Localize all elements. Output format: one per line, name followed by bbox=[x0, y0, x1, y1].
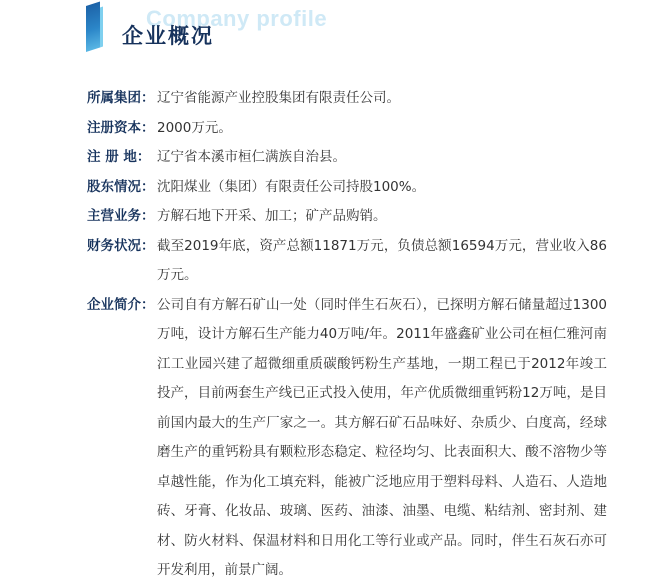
profile-label: 注 册 地： bbox=[87, 149, 151, 165]
profile-label: 注册资本： bbox=[87, 119, 155, 136]
section-title: 企业概况 bbox=[122, 24, 214, 48]
accent-bar-decoration bbox=[86, 1, 100, 52]
profile-row-business bbox=[87, 202, 607, 232]
profile-value: 方解石地下开采、加工；矿产品购销。 bbox=[157, 208, 387, 224]
profile-value: 辽宁省能源产业控股集团有限责任公司。 bbox=[157, 90, 400, 106]
profile-value: 辽宁省本溪市桓仁满族自治县。 bbox=[157, 149, 346, 165]
profile-label: 主营业务： bbox=[87, 208, 155, 224]
profile-label: 财务状况： bbox=[87, 237, 155, 254]
section-header bbox=[84, 4, 484, 54]
profile-row-shareholding bbox=[87, 173, 607, 203]
profile-row-address bbox=[87, 143, 607, 173]
profile-row-group bbox=[87, 84, 607, 114]
profile-value: 截至2019年底，资产总额11871万元，负债总额16594万元，营业收入86万元。 bbox=[157, 237, 607, 283]
profile-label: 企业简介： bbox=[87, 296, 155, 313]
profile-label: 所属集团： bbox=[87, 90, 155, 106]
profile-row-intro bbox=[87, 291, 607, 586]
profile-value: 沈阳煤业（集团）有限责任公司持股100%。 bbox=[157, 178, 426, 195]
profile-row-capital bbox=[87, 114, 607, 144]
profile-label: 股东情况： bbox=[87, 178, 155, 195]
section-subtitle-en: Company profile bbox=[146, 6, 328, 31]
profile-value: 公司自有方解石矿山一处（同时伴生石灰石），已探明方解石储量超过1300万吨，设计方解石生产能力40万吨/年。2011年盛鑫矿业公司在桓仁雅河南江工业园兴建了超微细重质碳酸钙粉生产基地，一期工程已于2012年竣工投产，目前两套生产线已正式投入使用，年产优质微细重钙粉12万吨，是目前国内最大的生产厂家之一。其方解石矿石品味好、杂质少、白度高，经球磨生产的重钙粉具有颗粒形态稳定、粒径均匀、比表面积大、酸不溶物少等卓越性能，作为化工填充料，能被广泛地应用于塑料母料、人造石、人造地砖、牙膏、化妆品、玻璃、医药、油漆、油墨、电缆、粘结剂、密封剂、建材、防火材料、保温材料和日用化工等行业或产品。同时，伴生石灰石亦可开发利用，前景广阔。 bbox=[157, 296, 607, 578]
profile-list bbox=[87, 84, 607, 586]
profile-value: 2000万元。 bbox=[157, 119, 232, 136]
profile-row-finance bbox=[87, 232, 607, 291]
